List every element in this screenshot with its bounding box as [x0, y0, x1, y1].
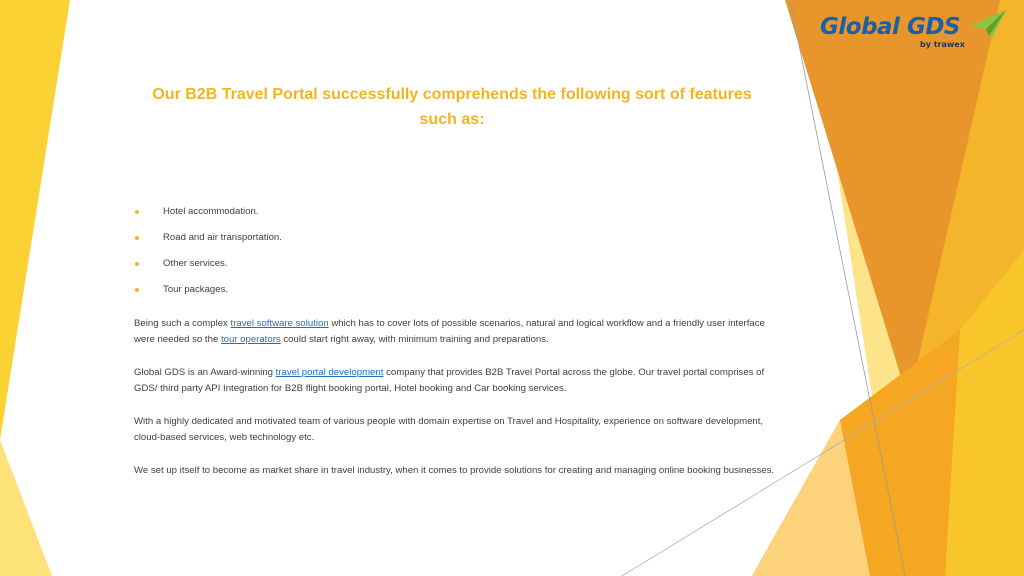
list-item [135, 283, 282, 309]
logo-text: Global GDS [820, 14, 960, 40]
list-item-text: Hotel accommodation. [163, 206, 259, 217]
travel-portal-development-link[interactable]: travel portal development [275, 367, 384, 378]
paragraph-award-winning [134, 365, 779, 396]
paragraph-market-share: We set up itself to become as market share in travel industry, when it comes to provide solutions for creating and managing online booking businesses. [134, 465, 775, 476]
paper-plane-icon [970, 10, 1006, 40]
bullet-icon [135, 288, 139, 292]
left-yellow-shape [0, 0, 70, 440]
logo-subtext: by trawex [920, 40, 965, 49]
paragraph-text: could start right away, with minimum training and preparations. [280, 333, 549, 345]
slide-title: Our B2B Travel Portal successfully comprehends the following sort of features such as: [152, 86, 752, 128]
feature-list [135, 205, 282, 309]
global-gds-logo [820, 10, 1010, 52]
bullet-icon [135, 262, 139, 266]
tour-operators-link[interactable]: tour operators [220, 333, 281, 345]
left-yellow-light-shape [0, 440, 52, 576]
list-item-text: Road and air transportation. [163, 232, 282, 243]
list-item [135, 257, 282, 283]
list-item [135, 231, 282, 257]
paragraph-team: With a highly dedicated and motivated team of various people with domain expertise on Travel and Hospitality, experience on software development, cloud-based services, web technology etc. [134, 416, 764, 443]
list-item-text: Other services. [163, 258, 228, 269]
paragraph-text: company that provides B2B Travel Portal across the globe. Our travel portal comprises of GDS/ third party API Integration for B2B flight booking portal, Hotel booking and Car booking services. [134, 367, 765, 394]
paragraph-text: Global GDS is an Award-winning [134, 367, 276, 378]
list-item-text: Tour packages. [163, 284, 229, 295]
travel-software-solution-link[interactable]: travel software solution [230, 318, 329, 329]
list-item [135, 205, 282, 231]
bullet-icon [135, 236, 139, 240]
paragraph-text: which has to cover lots of possible scenarios, natural and logical workflow and a friendly user interface were needed so the [134, 318, 765, 345]
paragraph-software-solution [134, 316, 779, 347]
bullet-icon [135, 210, 139, 214]
paragraph-text: Being such a complex [134, 318, 231, 329]
